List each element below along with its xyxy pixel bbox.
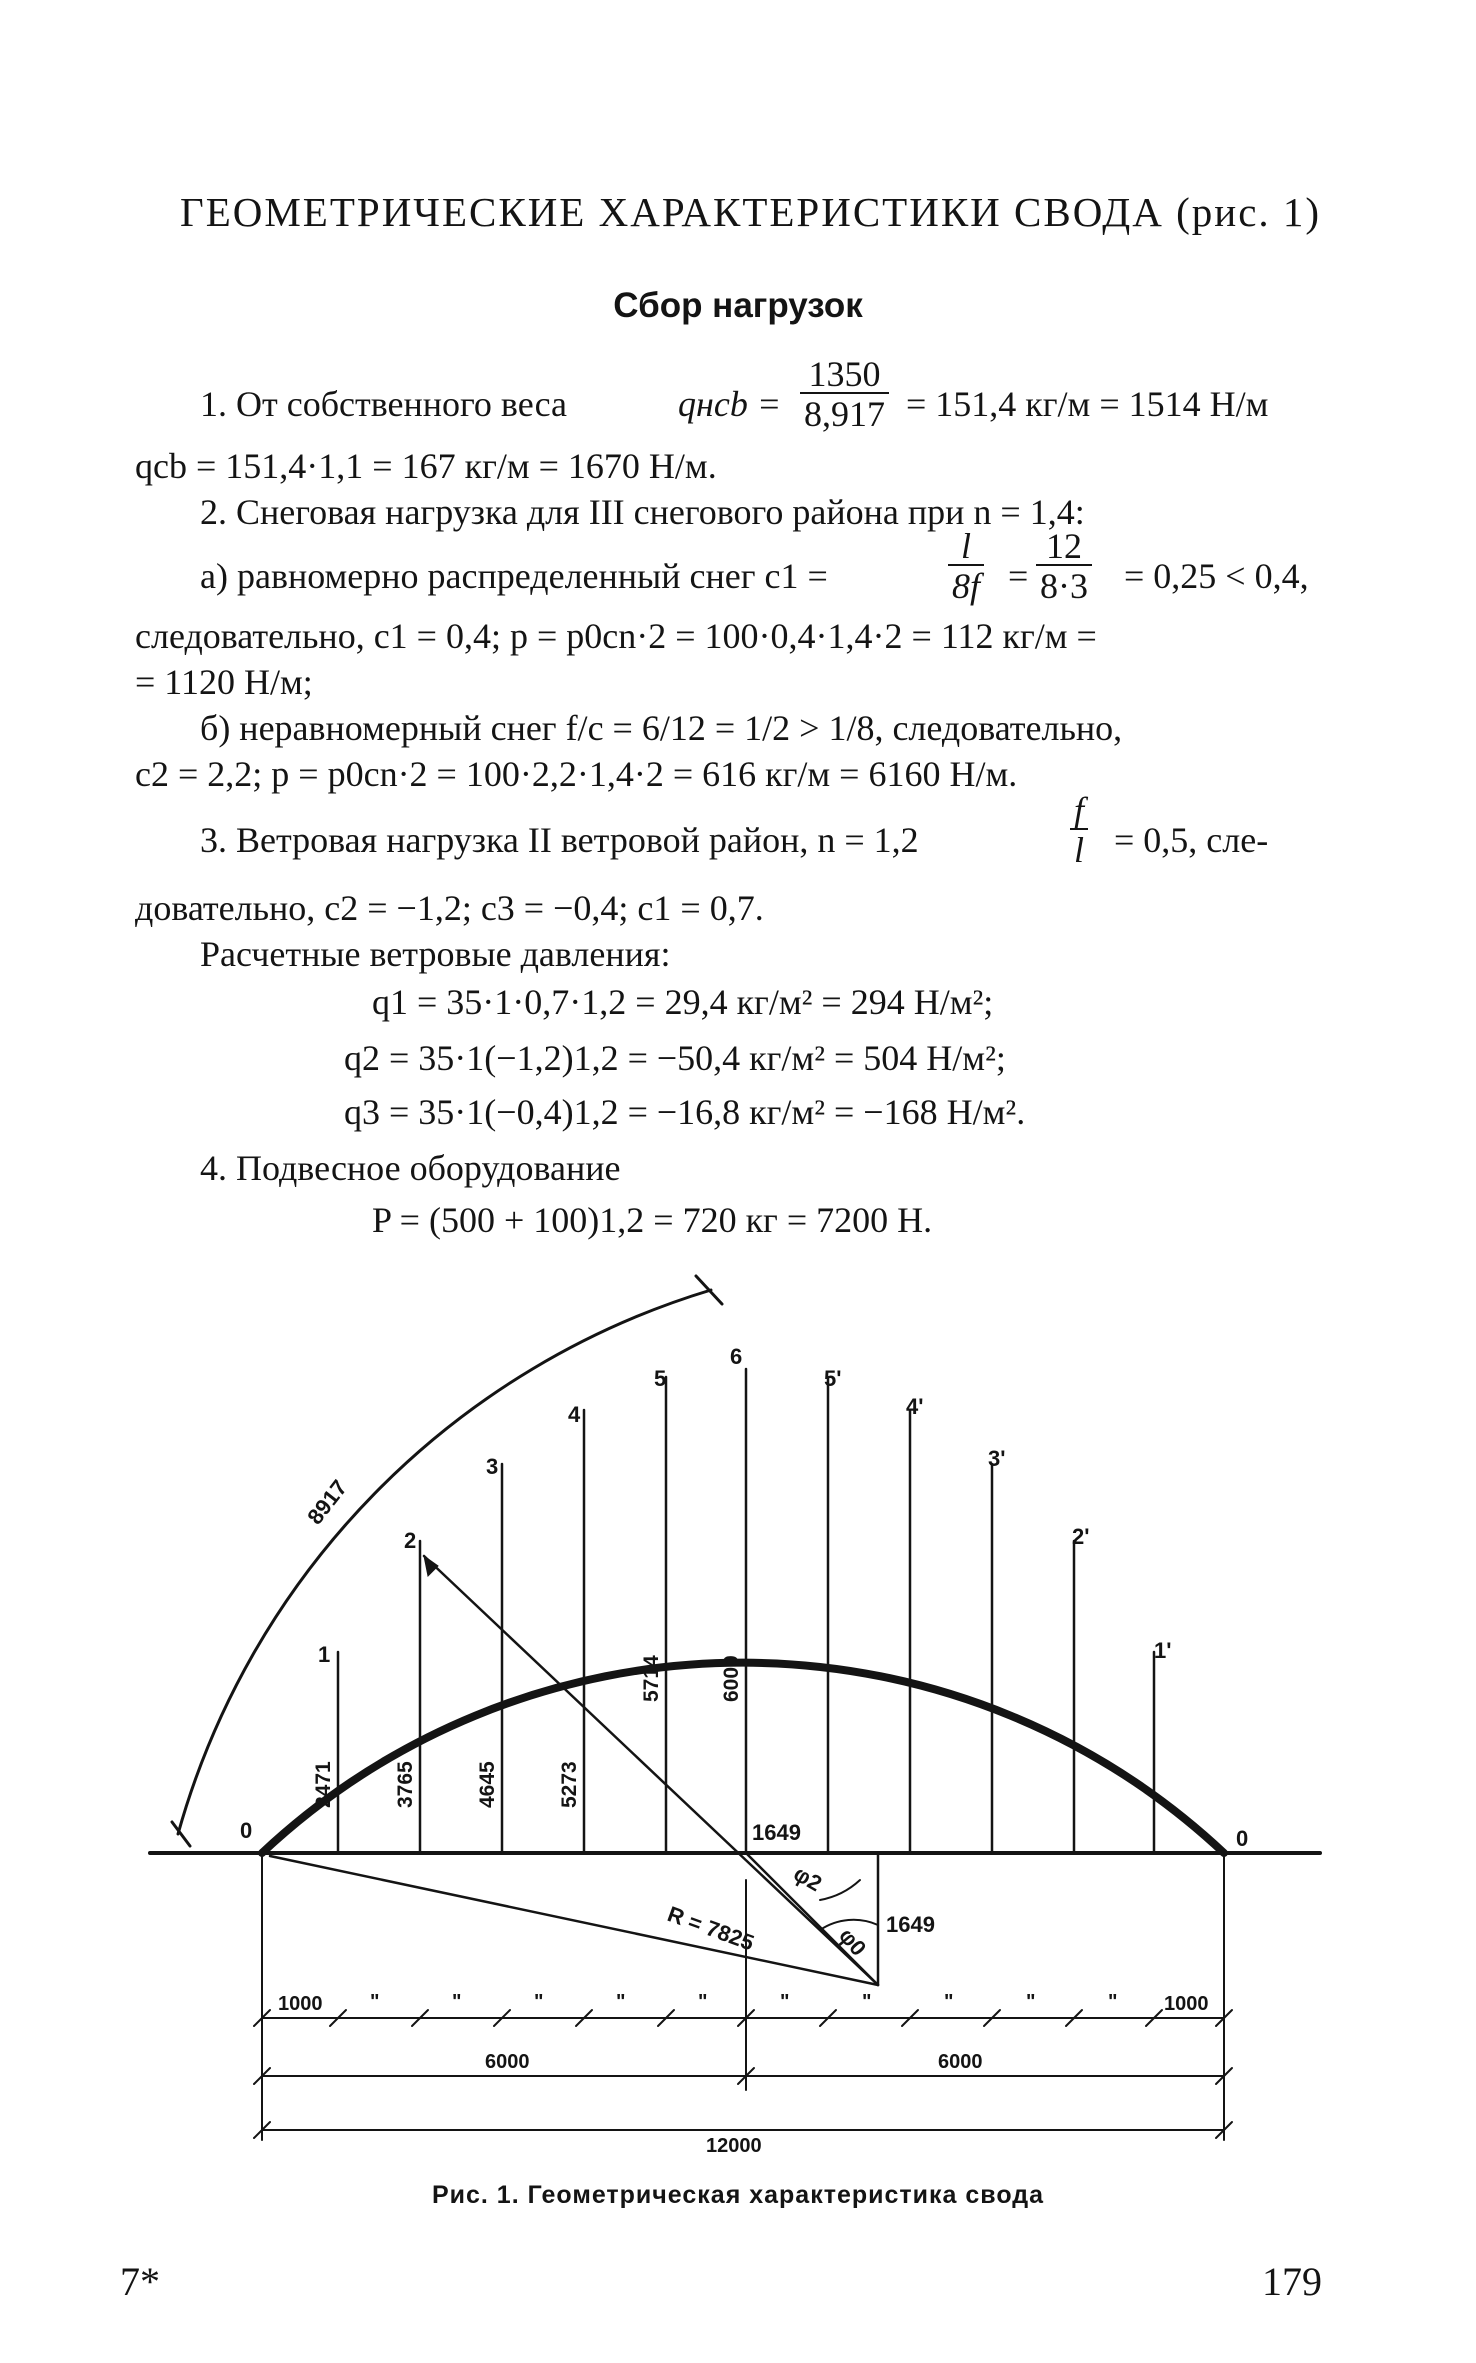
load-1-numerator: 1350: [808, 354, 881, 394]
load-2a-f2-denominator: 8·3: [1036, 564, 1092, 604]
load-1-result: = 151,4 кг/м = 1514 Н/м: [906, 384, 1269, 424]
dim-step-right-label: 1000: [1164, 1993, 1209, 2015]
wind-q3: q3 = 35·1(−0,4)1,2 = −16,8 кг/м² = −168 Н/м².: [344, 1092, 1026, 1132]
arc-length-label: 8917: [302, 1475, 353, 1530]
point-label-5r: 5': [824, 1366, 842, 1391]
load-3-result: = 0,5, сле-: [1114, 820, 1269, 860]
load-4-heading: 4. Подвесное оборудование: [200, 1148, 621, 1188]
point-label-2r: 2': [1072, 1524, 1090, 1549]
page-title: ГЕОМЕТРИЧЕСКИЕ ХАРАКТЕРИСТИКИ СВОДА (рис. 1): [180, 189, 1322, 235]
point-label-2: 2: [404, 1528, 417, 1553]
page-signature-mark: 7*: [120, 2259, 160, 2304]
wind-pressure-heading: Расчетные ветровые давления:: [200, 934, 671, 974]
ordinate-label-5: 5714: [640, 1655, 663, 1702]
ditto-mark-5: ": [698, 1991, 708, 2013]
point-label-4r: 4': [906, 1394, 924, 1419]
ordinate-label-6: 6000: [720, 1655, 743, 1702]
ditto-mark-10: ": [1108, 1991, 1118, 2013]
load-2a-f1-denominator: 8f: [948, 564, 984, 604]
ditto-mark-8: ": [944, 1991, 954, 2013]
ditto-mark-3: ": [534, 1991, 544, 2013]
section-subtitle: Сбор нагрузок: [613, 286, 863, 325]
ditto-mark-1: ": [370, 1991, 380, 2013]
point-label-1: 1: [318, 1642, 331, 1667]
ordinate-label-1: 2471: [312, 1761, 335, 1808]
radius-label: R = 7825: [664, 1901, 758, 1956]
dim-total-label: 12000: [706, 2135, 762, 2157]
point-label-6: 6: [730, 1344, 743, 1369]
point-label-3: 3: [486, 1454, 499, 1479]
load-2a-equals: =: [1008, 556, 1029, 596]
load-3-label: 3. Ветровая нагрузка II ветровой район, n = 1,2: [200, 820, 919, 860]
wind-q2: q2 = 35·1(−1,2)1,2 = −50,4 кг/м² = 504 Н/м²;: [344, 1038, 1006, 1078]
point-label-0: 0: [240, 1818, 253, 1843]
wind-q1: q1 = 35·1·0,7·1,2 = 29,4 кг/м² = 294 Н/м²;: [372, 982, 994, 1022]
load-1-symbol: qнсb =: [678, 384, 782, 424]
load-2a-result: = 0,25 < 0,4,: [1124, 556, 1309, 596]
load-4-formula: P = (500 + 100)1,2 = 720 кг = 7200 Н.: [372, 1200, 933, 1240]
arc-tick-end: [696, 1276, 722, 1304]
load-2b-line-2: c2 = 2,2; p = p0cn·2 = 100·2,2·1,4·2 = 616 кг/м = 6160 Н/м.: [135, 754, 1018, 794]
load-2a-label: а) равномерно распределенный снег c1 =: [200, 556, 828, 596]
side-offset-label: 1649: [886, 1912, 935, 1937]
dim-half-left-label: 6000: [485, 2051, 530, 2073]
load-1-design-value: qcb = 151,4·1,1 = 167 кг/м = 1670 Н/м.: [135, 446, 717, 486]
figure-caption: Рис. 1. Геометрическая характеристика свода: [431, 2181, 1045, 2209]
point-label-5: 5: [654, 1366, 667, 1391]
load-3-coefficients: довательно, c2 = −1,2; c3 = −0,4; c1 = 0,7.: [135, 888, 764, 928]
ditto-mark-6: ": [780, 1991, 790, 2013]
angle-phi2-arc: [820, 1880, 860, 1900]
ditto-mark-4: ": [616, 1991, 626, 2013]
ordinate-label-3: 4645: [476, 1761, 499, 1808]
point-label-4: 4: [568, 1402, 581, 1427]
ordinate-label-4: 5273: [558, 1761, 581, 1808]
load-1-denominator: 8,917: [800, 392, 889, 432]
load-2b-line-1: б) неравномерный снег f/c = 6/12 = 1/2 > 1/8, следовательно,: [200, 708, 1123, 748]
point-label-3r: 3': [988, 1446, 1006, 1471]
angle-phi0-label: φ0: [834, 1923, 872, 1961]
radius-arrowhead: [424, 1556, 438, 1576]
load-2a-f1-numerator: l: [961, 526, 972, 566]
point-label-1r: 1': [1154, 1638, 1172, 1663]
dim-half-right-label: 6000: [938, 2051, 983, 2073]
load-3-denominator: l: [1070, 828, 1088, 868]
load-1-label: 1. От собственного веса: [200, 384, 567, 424]
dim-step-left-label: 1000: [278, 1993, 323, 2015]
ordinate-label-2: 3765: [394, 1761, 417, 1808]
page-number: 179: [1262, 2259, 1322, 2304]
angle-phi2-label: φ2: [789, 1860, 827, 1897]
ditto-mark-7: ": [862, 1991, 872, 2013]
point-label-0r: 0: [1236, 1826, 1249, 1851]
ditto-mark-2: ": [452, 1991, 462, 2013]
vault-arch: [262, 1663, 1224, 1853]
load-3-numerator: f: [1074, 790, 1085, 830]
load-2-heading: 2. Снеговая нагрузка для III снегового района при n = 1,4:: [200, 492, 1085, 532]
load-2a-f2-numerator: 12: [1046, 526, 1082, 566]
load-2a-line-3: = 1120 Н/м;: [135, 662, 313, 702]
radius-to-point-0: [270, 1856, 878, 1985]
dim-step-ticks: [254, 2010, 1232, 2138]
crown-offset-label: 1649: [752, 1820, 801, 1845]
ditto-mark-9: ": [1026, 1991, 1036, 2013]
load-2a-line-2: следовательно, c1 = 0,4; p = p0cn·2 = 100·0,4·1,4·2 = 112 кг/м =: [135, 616, 1097, 656]
